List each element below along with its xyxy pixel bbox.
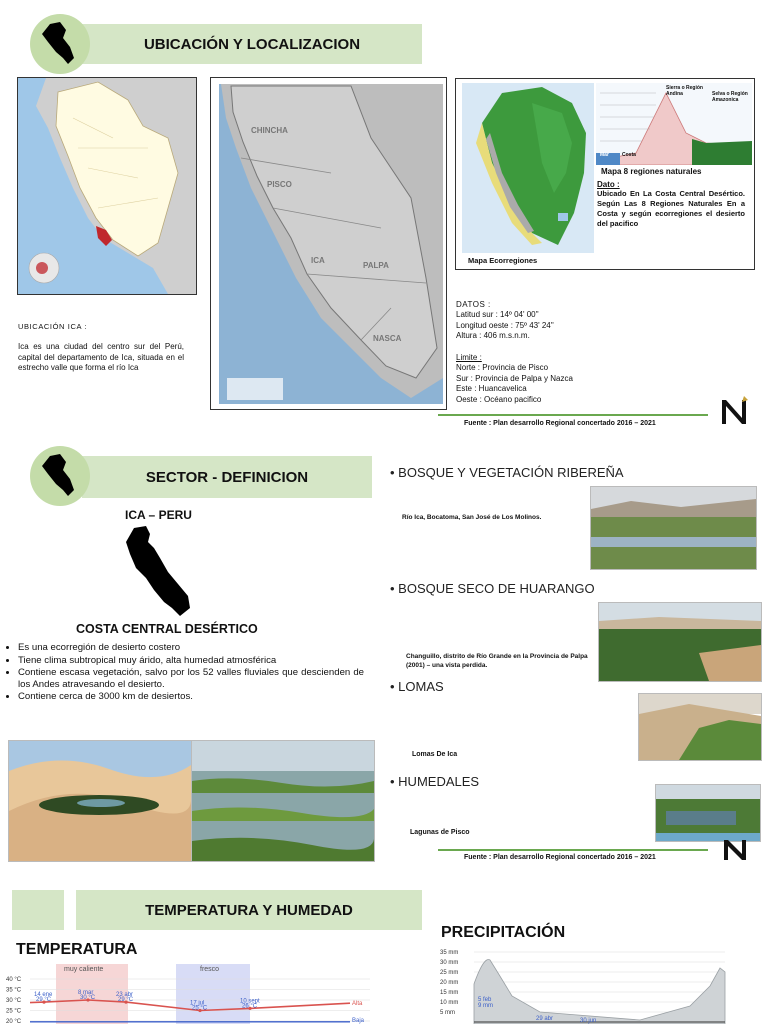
section3-left-tab: [12, 890, 64, 930]
region-axis-label-selva: Selva o Región Amazonica: [712, 91, 748, 103]
annotation-date: 8 mar: [78, 990, 94, 996]
peru-location-map: [17, 77, 197, 295]
region-axis-label-mar: Mar: [600, 152, 609, 158]
annotation-value: 25 °C: [192, 1005, 208, 1012]
y-tick-label: 15 mm: [440, 990, 459, 996]
y-tick-label: 25 °C: [6, 1008, 22, 1015]
y-tick-label: 25 mm: [440, 970, 459, 976]
annotation-value: 9 mm: [478, 1003, 493, 1009]
ecosystem-title-humedales: • HUMEDALES: [390, 774, 480, 789]
y-tick-label: 40 °C: [6, 977, 22, 983]
ecosystem-caption: Changuillo, distrito de Río Grande en la Provincia de Palpa (2001) – una vista perdida.: [406, 653, 588, 669]
section-title: SECTOR - DEFINICION: [145, 468, 309, 486]
ecosystem-title-ribereña: • BOSQUE Y VEGETACIÓN RIBEREÑA: [390, 465, 624, 480]
ecosystem-caption: Río Ica, Bocatoma, San José de Los Molinos.: [402, 514, 542, 521]
y-tick-label: 20 mm: [440, 980, 459, 986]
bullet-item: • Contiene escasa vegetación, salvo por los 52 valles fluviales que descienden de los Andes atravesando el desierto.: [18, 667, 364, 690]
annotation-date: 5 feb: [478, 997, 492, 1003]
datos-list: [456, 310, 554, 342]
temperature-chart: [0, 960, 380, 1024]
fuente-text: Fuente : Plan desarrollo Regional concertado 2016 – 2021: [464, 420, 656, 427]
riparian-photo: [590, 486, 757, 570]
ubicacion-heading: UBICACIÓN ICA :: [18, 322, 88, 331]
precipitation-heading: PRECIPITACIÓN: [441, 924, 566, 941]
limite-oeste: Oeste : Océano pacifico: [456, 394, 542, 404]
datos-label: DATOS :: [456, 300, 491, 309]
annotation-value: 30 °C: [80, 995, 96, 1001]
section-title: TEMPERATURA Y HUMEDAD: [145, 901, 353, 919]
dato-text: Ubicado En La Costa Central Desértico. Según Las 8 Regiones Naturales En a Costa y según ecorregiones el desierto del pacifico: [597, 189, 745, 228]
region-axis-label-costa: Costa: [622, 152, 636, 158]
annotation-date: 23 abr: [116, 992, 134, 999]
y-tick-label: 10 mm: [440, 1000, 459, 1006]
lomas-photo: [638, 693, 762, 761]
peru-badge-icon: [30, 14, 90, 74]
province-label-ica: ICA: [311, 256, 325, 265]
fuente-text: Fuente : Plan desarrollo Regional concertado 2016 – 2021: [464, 854, 656, 861]
wetland-photo: [191, 740, 375, 862]
dato-label: Dato :: [597, 180, 620, 189]
y-tick-label: 35 mm: [440, 950, 459, 956]
huarango-photo: [598, 602, 762, 682]
limite-este: Este : Huancavelica: [456, 384, 527, 393]
y-tick-label: 20 °C: [6, 1019, 22, 1024]
precipitation-chart: [440, 946, 730, 1024]
bullet-item: • Es una ecorregión de desierto costero: [18, 642, 364, 654]
y-tick-label: 5 mm: [440, 1010, 455, 1016]
province-label-palpa: PALPA: [363, 261, 389, 270]
fuente-divider: [438, 414, 708, 416]
annotation-value: 26 °C: [242, 1003, 258, 1010]
band-cool: [176, 964, 250, 1024]
series-label: Alta: [352, 1001, 363, 1008]
series-label: Baja: [352, 1017, 365, 1024]
annotation-value: 29 °C: [36, 997, 52, 1004]
annotation-date: 30 jun: [580, 1018, 597, 1024]
province-label-nasca: NASCA: [373, 334, 402, 343]
province-label-chincha: CHINCHA: [251, 126, 288, 135]
annotation-date: 10 sept: [240, 998, 260, 1005]
band-label: fresco: [200, 966, 220, 973]
ecosystem-caption: Lagunas de Pisco: [410, 829, 470, 836]
annotation-value: 29 °C: [118, 997, 134, 1004]
ica-map-title: ICA – PERU: [125, 508, 192, 522]
annotation-date: 17 jul: [190, 1000, 205, 1007]
limites-list: [456, 363, 573, 405]
logo-n-icon: [720, 836, 750, 862]
limite-label: Limite :: [456, 353, 482, 362]
eco-map-caption: Mapa Ecorregiones: [468, 256, 538, 265]
limite-sur: Sur : Provincia de Palpa y Nazca: [456, 373, 573, 383]
region-axis-label-sierra: Sierra o Región Andina: [666, 85, 703, 97]
bullet-item: • Tiene clima subtropical muy árido, alta humedad atmosférica: [18, 655, 364, 667]
oasis-photo: [8, 740, 192, 862]
ecosystem-title-huarango: • BOSQUE SECO DE HUARANGO: [390, 581, 595, 596]
dato-latitud: Latitud sur : 14º 04' 00'': [456, 310, 539, 319]
regions-map-caption: Mapa 8 regiones naturales: [601, 167, 702, 176]
costa-subtitle: COSTA CENTRAL DESÉRTICO: [76, 622, 258, 636]
bullet-item: • Contiene cerca de 3000 km de desiertos.: [18, 691, 364, 703]
sector-bullets: [2, 642, 364, 704]
section-banner-ubicacion: [82, 24, 422, 64]
temperature-heading: TEMPERATURA: [16, 941, 138, 958]
fuente-divider: [438, 849, 708, 851]
regions-map-panel: [455, 78, 755, 270]
band-label: muy caliente: [64, 966, 104, 973]
limite-norte: Norte : Provincia de Pisco: [456, 363, 549, 372]
ecosystem-title-lomas: • LOMAS: [390, 679, 444, 694]
logo-n-icon: [718, 394, 752, 428]
ecosystem-caption: Lomas De Ica: [412, 751, 458, 758]
y-tick-label: 30 °C: [6, 998, 22, 1004]
section-banner-sector: [82, 456, 372, 498]
peru-badge-icon: [30, 446, 90, 506]
dato-altura: Altura : 406 m.s.n.m.: [456, 331, 530, 340]
section-banner-temperatura: [76, 890, 422, 930]
annotation-date: 14 ene: [34, 992, 53, 999]
y-tick-label: 35 °C: [6, 987, 22, 994]
y-tick-label: 30 mm: [440, 960, 459, 966]
province-label-pisco: PISCO: [267, 180, 292, 189]
section-title: UBICACIÓN Y LOCALIZACION: [143, 35, 361, 53]
humedales-photo: [655, 784, 761, 842]
ica-silhouette-icon: [120, 524, 195, 619]
annotation-date: 29 abr: [536, 1016, 554, 1022]
ica-province-map: [210, 77, 447, 410]
dato-longitud: Longitud oeste : 75º 43' 24'': [456, 320, 554, 330]
ubicacion-text: Ica es una ciudad del centro sur del Perú, capital del departamento de Ica, situada en el estrecho valle que forma el río Ica: [18, 342, 184, 372]
